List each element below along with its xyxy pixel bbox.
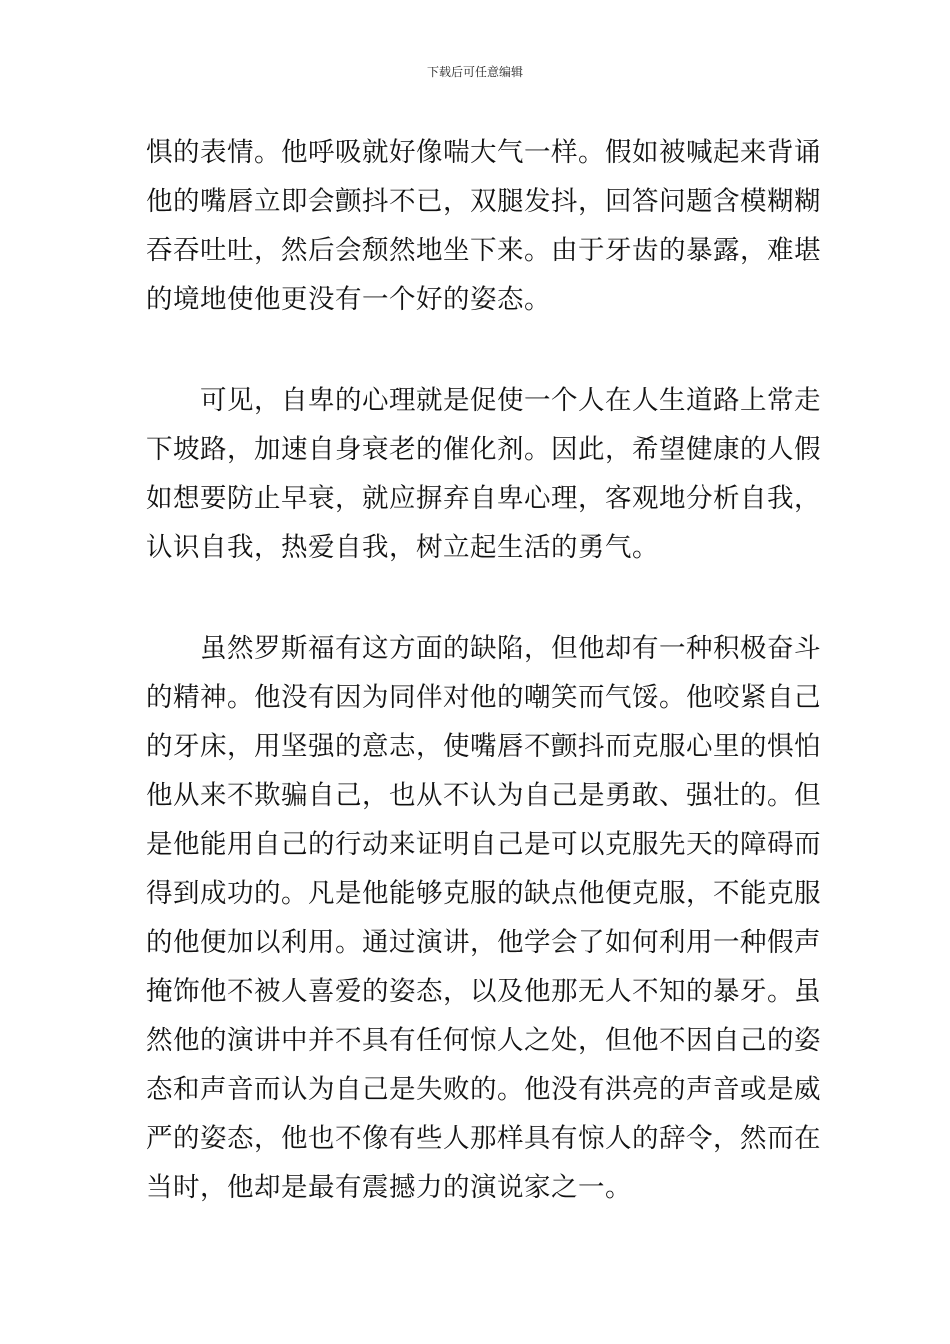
- paragraph-line: 下坡路，加速自身衰老的催化剂。因此，希望健康的人假: [146, 434, 821, 465]
- paragraph-line: 得到成功的。凡是他能够克服的缺点他便克服，不能克服: [146, 878, 821, 909]
- paragraph-line: 严的姿态，他也不像有些人那样具有惊人的辞令，然而在: [146, 1123, 821, 1154]
- header-note: 下载后可任意编辑: [426, 65, 523, 79]
- paragraph-line: 的境地使他更没有一个好的姿态。: [146, 284, 551, 315]
- paragraph-3: [146, 624, 821, 1212]
- paragraph-line: 的精神。他没有因为同伴对他的嘲笑而气馁。他咬紧自己: [146, 682, 821, 713]
- paragraph-1: [146, 128, 821, 324]
- paragraph-line: 的牙床，用坚强的意志，使嘴唇不颤抖而克服心里的惧怕: [146, 731, 821, 762]
- paragraph-line: 他从来不欺骗自己，也从不认为自己是勇敢、强壮的。但: [146, 780, 821, 811]
- paragraph-line: 吞吞吐吐，然后会颓然地坐下来。由于牙齿的暴露，难堪: [146, 235, 821, 266]
- paragraph-line: 认识自我，热爱自我，树立起生活的勇气。: [146, 532, 659, 563]
- paragraph-line: 虽然罗斯福有这方面的缺陷，但他却有一种积极奋斗: [146, 633, 821, 664]
- paragraph-line: 如想要防止早衰，就应摒弃自卑心理，客观地分析自我，: [146, 483, 821, 514]
- paragraph-line: 当时，他却是最有震撼力的演说家之一。: [146, 1172, 632, 1203]
- paragraph-line: 的他便加以利用。通过演讲，他学会了如何利用一种假声: [146, 927, 821, 958]
- paragraph-line: 可见，自卑的心理就是促使一个人在人生道路上常走: [146, 385, 821, 416]
- paragraph-line: 他的嘴唇立即会颤抖不已，双腿发抖，回答问题含模糊糊: [146, 186, 821, 217]
- paragraph-line: 态和声音而认为自己是失败的。他没有洪亮的声音或是威: [146, 1074, 821, 1105]
- paragraph-line: 掩饰他不被人喜爱的姿态，以及他那无人不知的暴牙。虽: [146, 976, 821, 1007]
- paragraph-line: 然他的演讲中并不具有任何惊人之处，但他不因自己的姿: [146, 1025, 821, 1056]
- paragraph-line: 惧的表情。他呼吸就好像喘大气一样。假如被喊起来背诵: [146, 137, 821, 168]
- paragraph-line: 是他能用自己的行动来证明自己是可以克服先天的障碍而: [146, 829, 821, 860]
- paragraph-2: [146, 376, 821, 572]
